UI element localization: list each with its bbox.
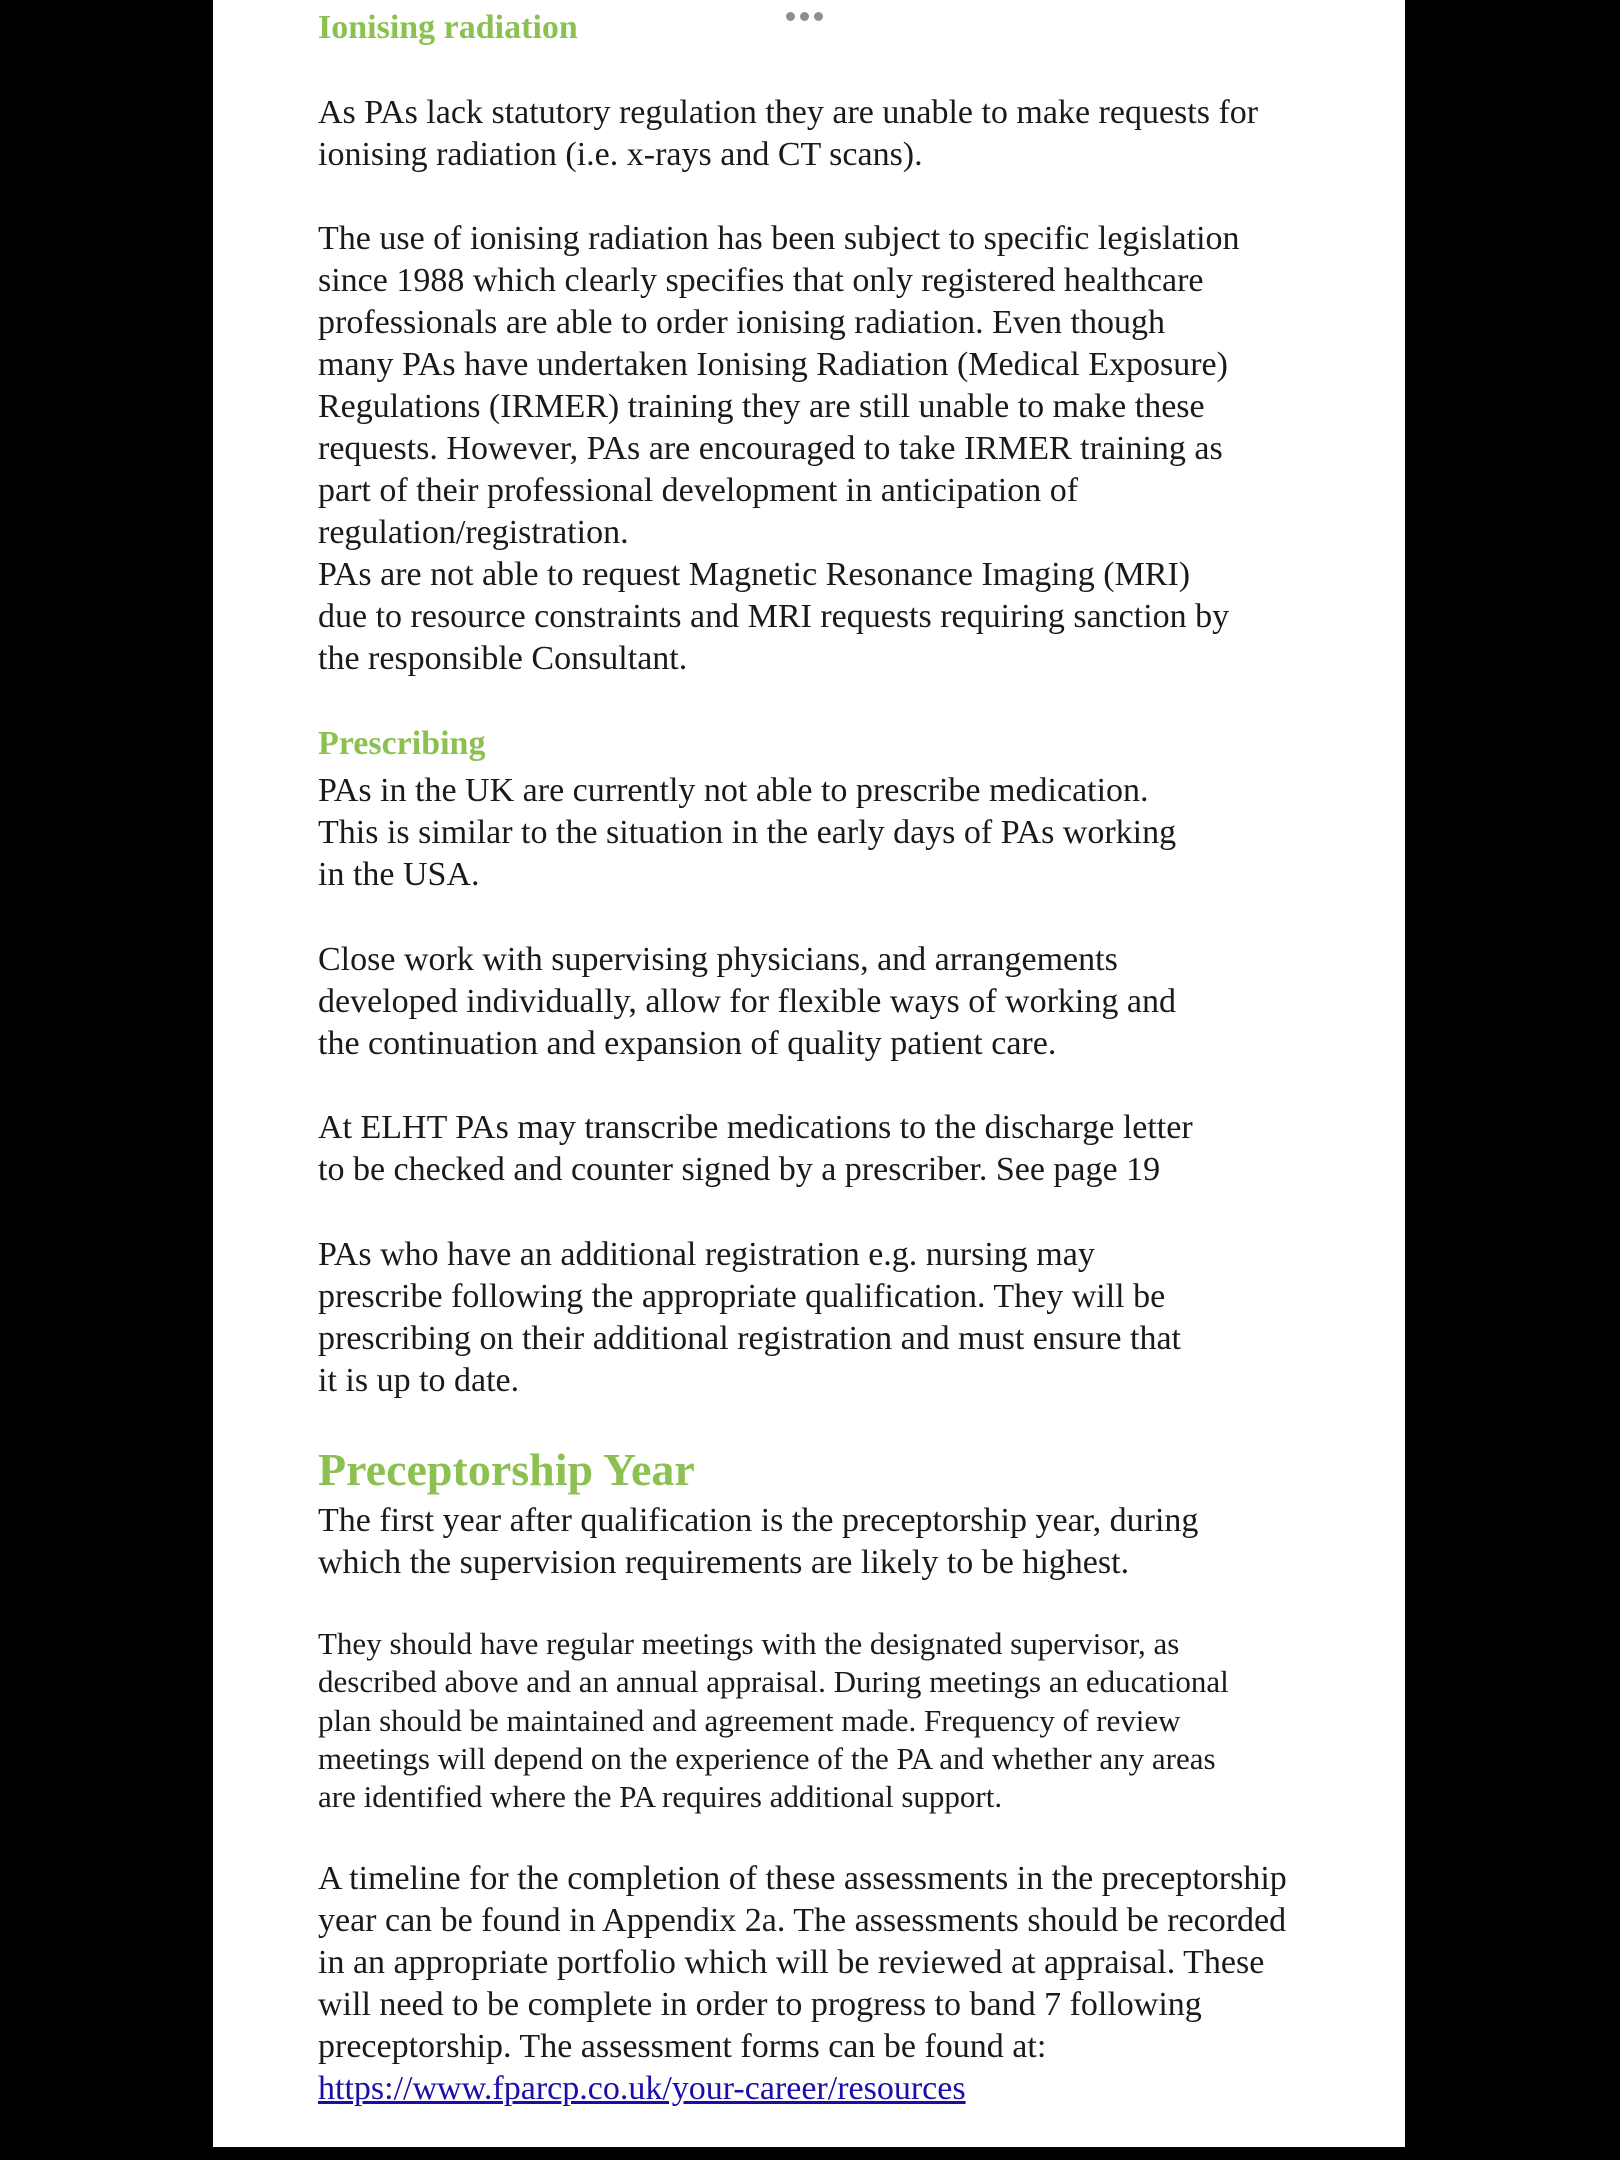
preceptorship-paragraph-2: They should have regular meetings with the designated supervisor, as described above and an annual appraisal. During meetings an educational plan should be maintained and agreement made. Frequency of review meetings will depend on the experience of the PA and whether any areas are identified where the PA requires additional support. [318,1626,1229,1815]
prescribing-paragraph-4: PAs who have an additional registration e.g. nursing may prescribe following the appropriate qualification. They will be prescribing on their additional registration and must ensure that it is up to date. [318,1236,1181,1399]
document-page [213,0,1405,2147]
more-dots-icon[interactable] [786,10,830,22]
preceptorship-paragraph-3: A timeline for the completion of these assessments in the preceptorship year can be found in Appendix 2a. The assessments should be recorded in an appropriate portfolio which will be reviewed at appraisal. These will need to be complete in order to progress to band 7 following preceptorship. The assessment forms can be found at: [318,1860,1287,2065]
preceptorship-paragraph-1: The first year after qualification is the preceptorship year, during which the supervision requirements are likely to be highest. [318,1502,1199,1581]
resources-link[interactable]: https://www.fparcp.co.uk/your-career/resources [318,2070,966,2107]
dot [814,12,823,21]
prescribing-paragraph-2: Close work with supervising physicians, and arrangements developed individually, allow for flexible ways of working and the continuation and expansion of quality patient care. [318,941,1176,1062]
prescribing-paragraph-1: PAs in the UK are currently not able to prescribe medication. This is similar to the situation in the early days of PAs working in the USA. [318,772,1177,893]
ionising-paragraph-1: As PAs lack statutory regulation they are unable to make requests for ionising radiation (i.e. x-rays and CT scans). [318,94,1259,173]
preceptorship-year-heading: Preceptorship Year [318,1444,695,1495]
dot [800,12,809,21]
prescribing-paragraph-3: At ELHT PAs may transcribe medications to the discharge letter to be checked and counter signed by a prescriber. See page 19 [318,1109,1193,1188]
ionising-radiation-heading: Ionising radiation [318,9,578,46]
prescribing-heading: Prescribing [318,725,486,762]
ionising-paragraph-2: The use of ionising radiation has been subject to specific legislation since 1988 which clearly specifies that only registered healthcare professionals are able to order ionising radiation. Even though many PAs have undertaken Ionising Radiation (Medical Exposure) Regulations (IRMER) training they are still unable to make these requests. However, PAs are encouraged to take IRMER training as part of their professional development in anticipation of regulation/registration. PAs are not able to request Magnetic Resonance Imaging (MRI) due to resource constraints and MRI requests requiring sanction by the responsible Consultant. [318,220,1240,677]
dot [786,12,795,21]
